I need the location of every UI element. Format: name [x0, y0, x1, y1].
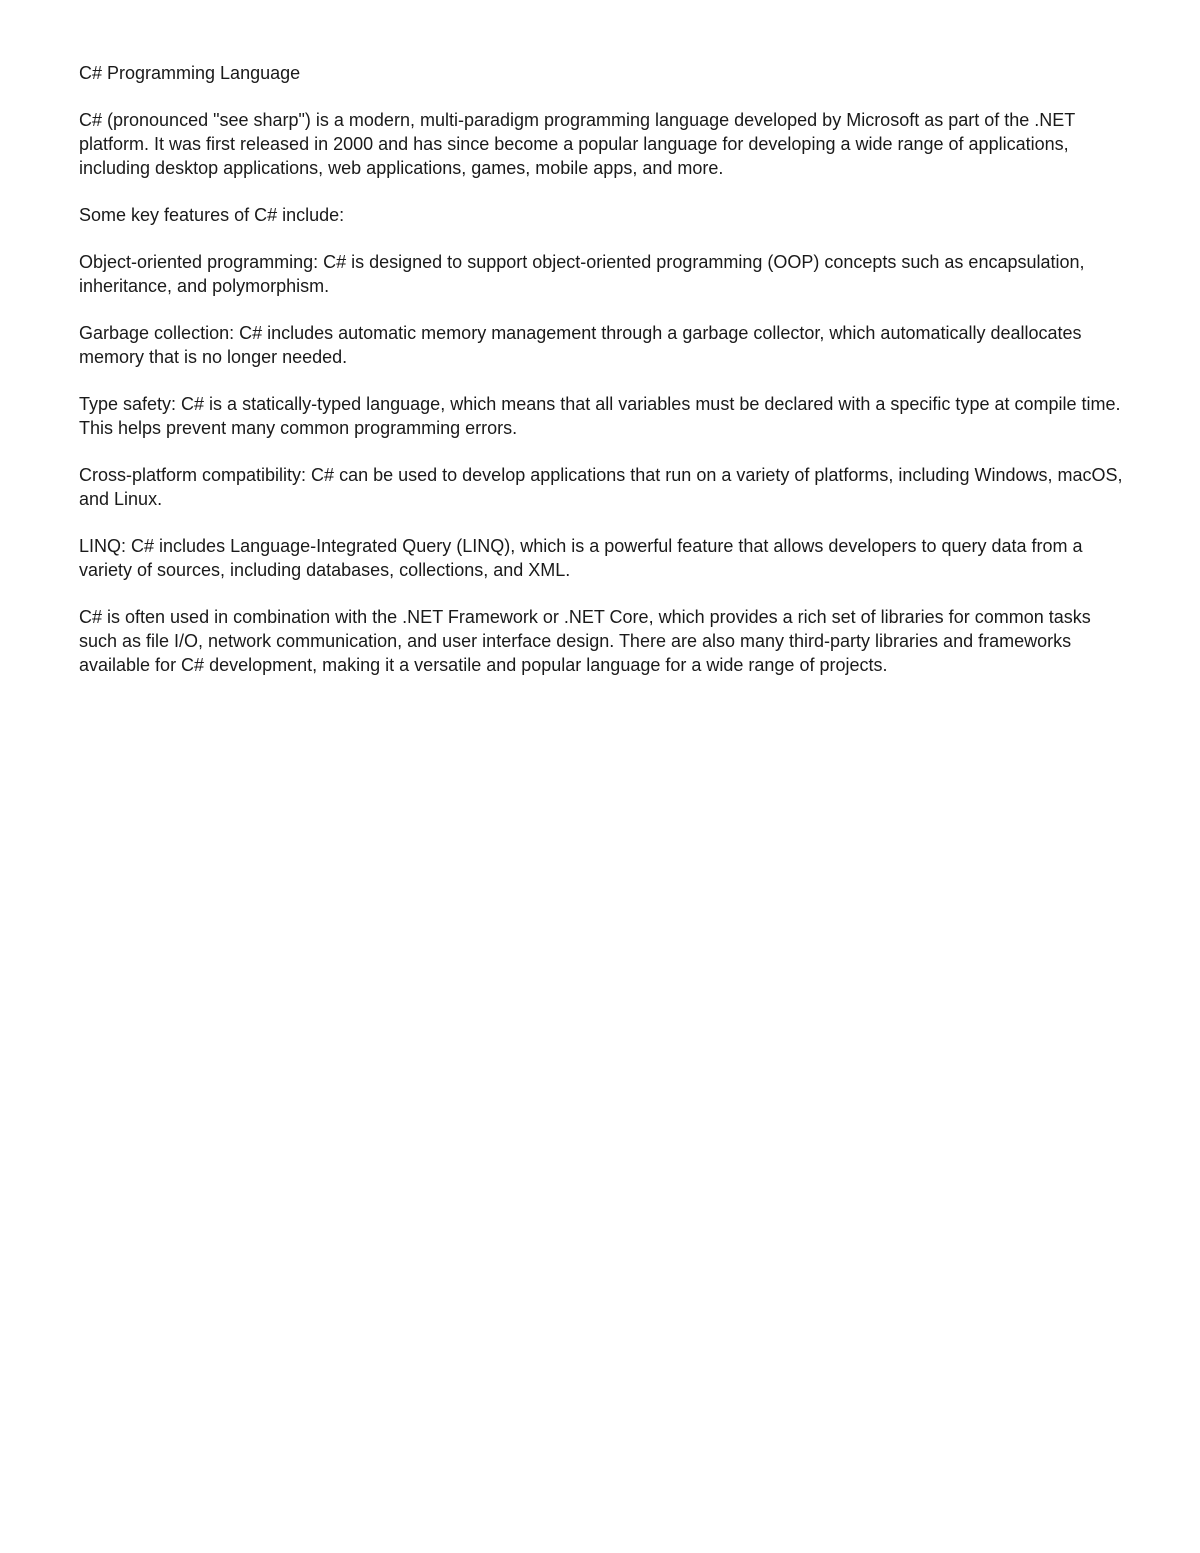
document-page	[79, 61, 1129, 700]
paragraph-features-heading: Some key features of C# include:	[79, 205, 345, 225]
paragraph-oop: Object-oriented programming: C# is designed to support object-oriented programming (OOP) concepts such as encapsulation, inheritance, and polymorphism.	[79, 252, 1085, 296]
paragraph-linq: LINQ: C# includes Language-Integrated Query (LINQ), which is a powerful feature that allows developers to query data from a variety of sources, including databases, collections, and XML.	[79, 536, 1083, 580]
document-title: C# Programming Language	[79, 63, 301, 83]
paragraph-garbage-collection: Garbage collection: C# includes automatic memory management through a garbage collector, which automatically deallocates memory that is no longer needed.	[79, 323, 1082, 367]
paragraph-type-safety: Type safety: C# is a statically-typed language, which means that all variables must be declared with a specific type at compile time. This helps prevent many common programming errors.	[79, 394, 1121, 438]
paragraph-dotnet: C# is often used in combination with the .NET Framework or .NET Core, which provides a rich set of libraries for common tasks such as file I/O, network communication, and user interface design. There are also many third-party libraries and frameworks available for C# development, making it a versatile and popular language for a wide range of projects.	[79, 607, 1091, 675]
paragraph-cross-platform: Cross-platform compatibility: C# can be used to develop applications that run on a variety of platforms, including Windows, macOS, and Linux.	[79, 465, 1123, 509]
paragraph-intro: C# (pronounced "see sharp") is a modern, multi-paradigm programming language developed by Microsoft as part of the .NET platform. It was first released in 2000 and has since become a popular language for developing a wide range of applications, including desktop applications, web applications, games, mobile apps, and more.	[79, 110, 1075, 178]
